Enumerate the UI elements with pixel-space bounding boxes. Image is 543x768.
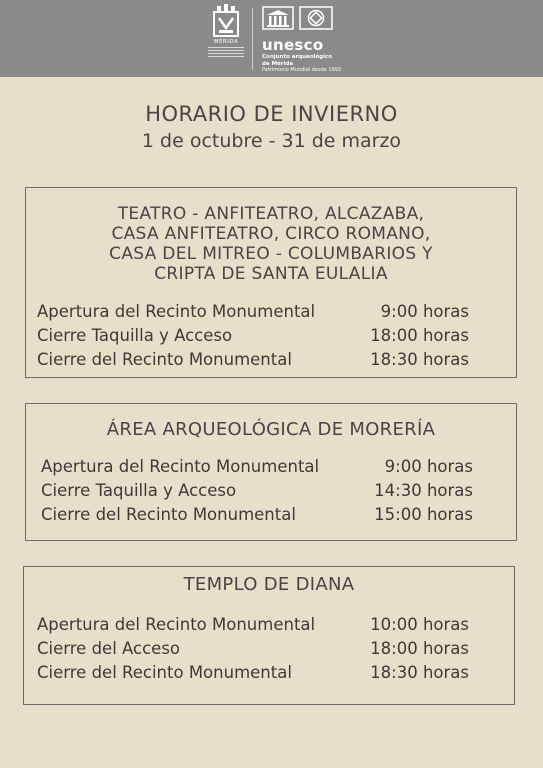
merida-crest-icon <box>211 4 241 38</box>
schedule-time: 18:00 horas <box>370 326 469 345</box>
schedule-time: 15:00 horas <box>374 505 473 524</box>
schedule-label: Apertura del Recinto Monumental <box>37 615 316 634</box>
schedule-time: 9:00 horas <box>384 457 473 476</box>
header-bar <box>0 0 543 77</box>
schedule-label: Cierre Taquilla y Acceso <box>41 481 237 500</box>
schedule-box-moreria <box>25 403 517 541</box>
schedule-label: Apertura del Recinto Monumental <box>41 457 320 476</box>
schedule-label: Cierre del Recinto Monumental <box>37 350 292 369</box>
schedule-label: Cierre del Acceso <box>37 639 181 658</box>
section-heading-line: ÁREA ARQUEOLÓGICA DE MORERÍA <box>106 419 436 440</box>
schedule-time: 10:00 horas <box>370 615 469 634</box>
section-heading-line: CRIPTA DE SANTA EULALIA <box>154 264 388 284</box>
unesco-subtitle-2: de Mérida <box>262 60 294 67</box>
schedule-label: Cierre del Recinto Monumental <box>41 505 296 524</box>
section-heading-line: CASA DEL MITREO - COLUMBARIOS Y <box>109 244 433 264</box>
unesco-subtitle-1: Conjunto arqueológico <box>262 54 333 60</box>
logo-divider <box>252 8 253 70</box>
unesco-wordmark: unesco <box>262 36 324 54</box>
section-heading <box>26 204 516 284</box>
page-subtitle-dates: 1 de octubre - 31 de marzo <box>141 130 402 152</box>
page-title: HORARIO DE INVIERNO <box>145 102 398 126</box>
section-heading-line: TEATRO - ANFITEATRO, ALCAZABA, <box>117 204 425 224</box>
unesco-emblem-icon <box>262 6 334 30</box>
schedule-time: 18:00 horas <box>370 639 469 658</box>
schedule-time: 14:30 horas <box>374 481 473 500</box>
section-heading <box>24 575 514 595</box>
schedule-label: Apertura del Recinto Monumental <box>37 302 316 321</box>
schedule-box-diana <box>23 566 515 705</box>
schedule-label: Cierre del Recinto Monumental <box>37 663 292 682</box>
schedule-time: 18:30 horas <box>370 350 469 369</box>
schedule-time: 18:30 horas <box>370 663 469 682</box>
section-heading <box>26 420 516 440</box>
schedule-label: Cierre Taquilla y Acceso <box>37 326 233 345</box>
section-heading-line: CASA ANFITEATRO, CIRCO ROMANO, <box>111 224 431 244</box>
section-heading-line: TEMPLO DE DIANA <box>183 574 355 595</box>
unesco-logo <box>262 6 342 76</box>
schedule-box-teatro <box>25 187 517 378</box>
schedule-time: 9:00 horas <box>380 302 469 321</box>
merida-logo <box>206 4 246 74</box>
unesco-subtitle-3: Patrimonio Mundial desde 1993 <box>262 67 342 73</box>
merida-logo-text: MÉRIDA <box>213 39 239 45</box>
